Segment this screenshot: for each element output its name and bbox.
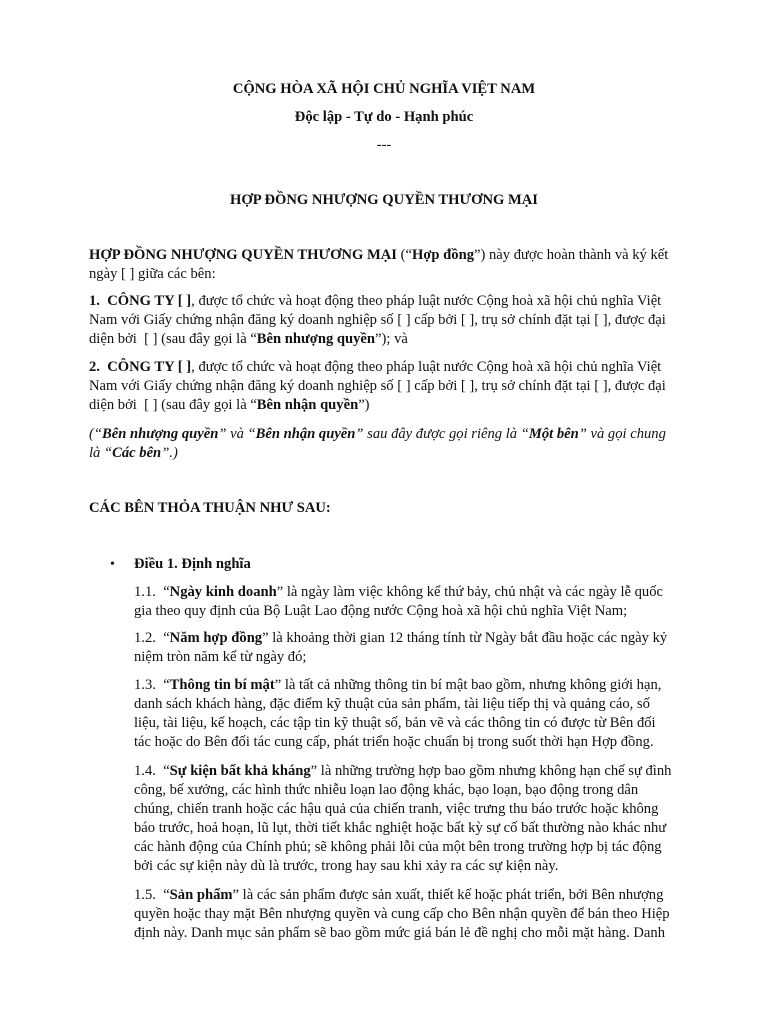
definition-term: Sản phẩm (169, 887, 233, 903)
party1-role: Bên nhượng quyền (256, 331, 376, 347)
definition-term: Ngày kinh doanh (169, 584, 277, 600)
definition-1-3-line-3: liệu, tài liệu, kế hoạch, các tập tin kỹ thuật số, bản vẽ và các thông tin có được từ Bên đối (134, 715, 656, 731)
note-line-1: (“Bên nhượng quyền” và “Bên nhận quyền” sau đây được gọi riêng là “Một bên” và gọi chung (89, 426, 666, 442)
definition-1-4-line-4: báo trước, hoả hoạn, lũ lụt, thời tiết khắc nghiệt hoặc bất kỳ sự cố bất thường nào khác như (134, 820, 667, 836)
definition-1-4-line-1: 1.4. “Sự kiện bất khả kháng” là những trường hợp bao gồm nhưng không hạn chế sự đình (134, 763, 672, 779)
definition-1-2-line-1: 1.2. “Năm hợp đồng” là khoảng thời gian 12 tháng tính từ Ngày bắt đầu hoặc các ngày kỷ (134, 630, 668, 646)
definition-1-1-line-1: 1.1. “Ngày kinh doanh” là ngày làm việc không kể thứ bảy, chủ nhật và các ngày lễ quốc (134, 584, 664, 600)
separator: --- (376, 137, 392, 153)
party1-line-2: Nam với Giấy chứng nhận đăng ký doanh nghiệp số [ ] cấp bởi [ ], trụ sở chính đặt tại [ ], được đại (89, 312, 666, 328)
party2-name: CÔNG TY [ ] (107, 359, 192, 375)
definition-1-3-line-4: tác hoặc do Bên đối tác cung cấp, phát triển hoặc chuẩn bị trong suốt thời hạn Hợp đồng. (134, 734, 654, 750)
definition-1-4-line-3: chúng, chiến tranh hoặc các hậu quả của chiến tranh, việc trưng thu báo trước hoặc không (134, 801, 659, 817)
note-line-2: là “Các bên”.) (89, 445, 178, 461)
intro-line-2: ngày [ ] giữa các bên: (89, 266, 216, 282)
definition-1-5-line-1: 1.5. “Sản phẩm” là các sản phẩm được sản xuất, thiết kế hoặc phát triển, bởi Bên nhượng (134, 887, 664, 903)
definition-1-5-line-2: quyền hoặc thay mặt Bên nhượng quyền và cung cấp cho Bên nhận quyền để bán theo Hiệp (134, 906, 670, 922)
nation-heading: CỘNG HÒA XÃ HỘI CHỦ NGHĨA VIỆT NAM (232, 81, 536, 97)
definition-1-4-line-6: bởi các sự kiện này dù là trước, trong hay sau khi xảy ra các sự kiện này. (134, 858, 559, 874)
definition-term: Sự kiện bất khả kháng (169, 763, 311, 779)
party1-line-3: diện bởi [ ] (sau đây gọi là “Bên nhượng quyền”); và (89, 331, 408, 347)
definition-1-4-line-5: các hành động của Chính phủ; sẽ không phải lỗi của một bên trong trường hợp bị tác động (134, 839, 662, 855)
party2-role: Bên nhận quyền (256, 397, 359, 413)
document-title: HỢP ĐỒNG NHƯỢNG QUYỀN THƯƠNG MẠI (230, 192, 538, 208)
intro-line-1: HỢP ĐỒNG NHƯỢNG QUYỀN THƯƠNG MẠI (“Hợp đồng”) này được hoàn thành và ký kết (89, 247, 669, 263)
party2-line-2: Nam với Giấy chứng nhận đăng ký doanh nghiệp số [ ] cấp bởi [ ], trụ sở chính đặt tại [ ], được đại (89, 378, 666, 394)
party1-name: CÔNG TY [ ] (107, 293, 192, 309)
contract-term: Hợp đồng (411, 247, 474, 263)
definition-1-5-line-3: định này. Danh mục sản phẩm sẽ bao gồm mức giá bán lẻ đề nghị cho mỗi mặt hàng. Danh (134, 925, 665, 941)
definition-1-3-line-1: 1.3. “Thông tin bí mật” là tất cả những thông tin bí mật bao gồm, nhưng không giới hạn, (134, 677, 662, 693)
definition-1-3-line-2: danh sách khách hàng, đặc điểm kỹ thuật của sản phẩm, tài liệu tiếp thị và quảng cáo, số (134, 696, 650, 712)
definition-1-2-line-2: niệm tròn năm kể từ ngày đó; (134, 649, 307, 665)
article1-title: Điều 1. Định nghĩa (134, 556, 251, 572)
definition-term: Thông tin bí mật (169, 677, 275, 693)
definition-term: Năm hợp đồng (169, 630, 263, 646)
motto-heading: Độc lập - Tự do - Hạnh phúc (294, 109, 474, 125)
party2-line-3: diện bởi [ ] (sau đây gọi là “Bên nhận quyền”) (89, 397, 370, 413)
agreement-heading: CÁC BÊN THỎA THUẬN NHƯ SAU: (89, 500, 331, 516)
bullet-icon: • (110, 557, 115, 572)
definition-1-4-line-2: công, bế xưởng, các hình thức nhiễu loạn lao động khác, bạo loạn, bạo động trong dân (134, 782, 639, 798)
party2-line-1: 2. CÔNG TY [ ], được tổ chức và hoạt động theo pháp luật nước Cộng hoà xã hội chủ nghĩa Việt (89, 359, 662, 375)
definition-1-1-line-2: gia theo quy định của Bộ Luật Lao động nước Cộng hoà xã hội chủ nghĩa Việt Nam; (134, 603, 628, 619)
intro-lead: HỢP ĐỒNG NHƯỢNG QUYỀN THƯƠNG MẠI (89, 247, 397, 263)
party1-line-1: 1. CÔNG TY [ ], được tổ chức và hoạt động theo pháp luật nước Cộng hoà xã hội chủ nghĩa Việt (89, 293, 662, 309)
